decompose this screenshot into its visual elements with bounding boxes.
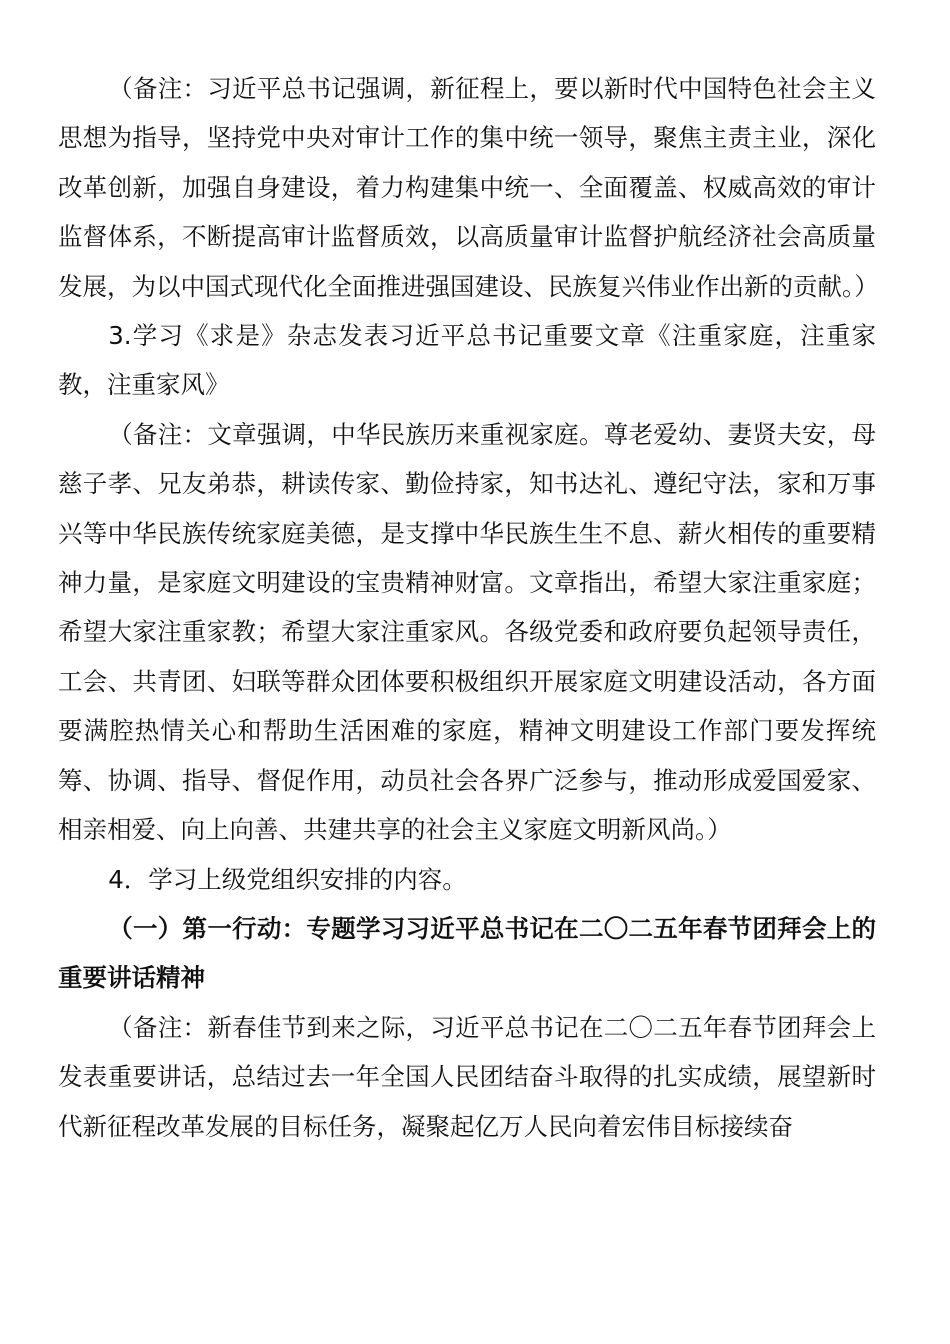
note-paragraph-spring-festival: （备注：新春佳节到来之际，习近平总书记在二〇二五年春节团拜会上发表重要讲话，总结过去一年全国人民团结奋斗取得的扎实成绩，展望新时代新征程改革发展的目标任务，凝聚起亿万人民向着宏伟目标接续奋 bbox=[58, 1012, 876, 1141]
note-paragraph-audit: （备注：习近平总书记强调，新征程上，要以新时代中国特色社会主义思想为指导，坚持党中央对审计工作的集中统一领导，聚焦主责主业，深化改革创新，加强自身建设，着力构建集中统一、全面覆盖、权威高效的审计监督体系，不断提高审计监督质效，以高质量审计监督护航经济社会高质量发展，为以中国式现代化全面推进强国建设、民族复兴伟业作出新的贡献。） bbox=[58, 74, 879, 301]
section-1-heading: （一）第一行动：专题学习习近平总书记在二〇二五年春节团拜会上的重要讲话精神 bbox=[58, 913, 876, 993]
document-page bbox=[58, 64, 879, 1151]
note-paragraph-family: （备注：文章强调，中华民族历来重视家庭。尊老爱幼、妻贤夫安，母慈子孝、兄友弟恭，耕读传家、勤俭持家，知书达礼、遵纪守法，家和万事兴等中华民族传统家庭美德，是支撑中华民族生生不息、薪火相传的重要精神力量，是家庭文明建设的宝贵精神财富。文章指出，希望大家注重家庭；希望大家注重家教；希望大家注重家风。各级党委和政府要负起领导责任，工会、共青团、妇联等群众团体要积极组织开展家庭文明建设活动，各方面要满腔热情关心和帮助生活困难的家庭，精神文明建设工作部门要发挥统筹、协调、指导、督促作用，动员社会各界广泛参与，推动形成爱国爱家、相亲相爱、向上向善、共建共享的社会主义家庭文明新风尚。） bbox=[58, 419, 876, 845]
item-4-heading: 4．学习上级党组织安排的内容。 bbox=[108, 864, 467, 894]
item-3-heading: 3.学习《求是》杂志发表习近平总书记重要文章《注重家庭，注重家教，注重家风》 bbox=[58, 321, 876, 400]
